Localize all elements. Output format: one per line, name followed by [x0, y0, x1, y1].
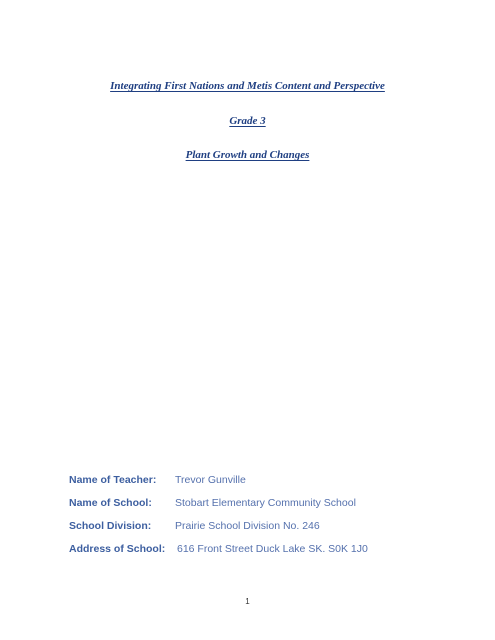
school-value: Stobart Elementary Community School [175, 497, 356, 509]
unit-heading: Plant Growth and Changes [185, 149, 310, 161]
document-title: Integrating First Nations and Metis Content and Perspective [110, 80, 385, 92]
teacher-value: Trevor Gunville [175, 474, 246, 486]
grade-heading: Grade 3 [229, 115, 266, 127]
address-value: 616 Front Street Duck Lake SK. S0K 1J0 [177, 543, 368, 555]
teacher-label: Name of Teacher: [69, 474, 157, 486]
division-value: Prairie School Division No. 246 [175, 520, 320, 532]
address-label: Address of School: [69, 543, 166, 555]
division-label: School Division: [69, 520, 152, 532]
school-label: Name of School: [69, 497, 152, 509]
page-number: 1 [245, 597, 250, 606]
